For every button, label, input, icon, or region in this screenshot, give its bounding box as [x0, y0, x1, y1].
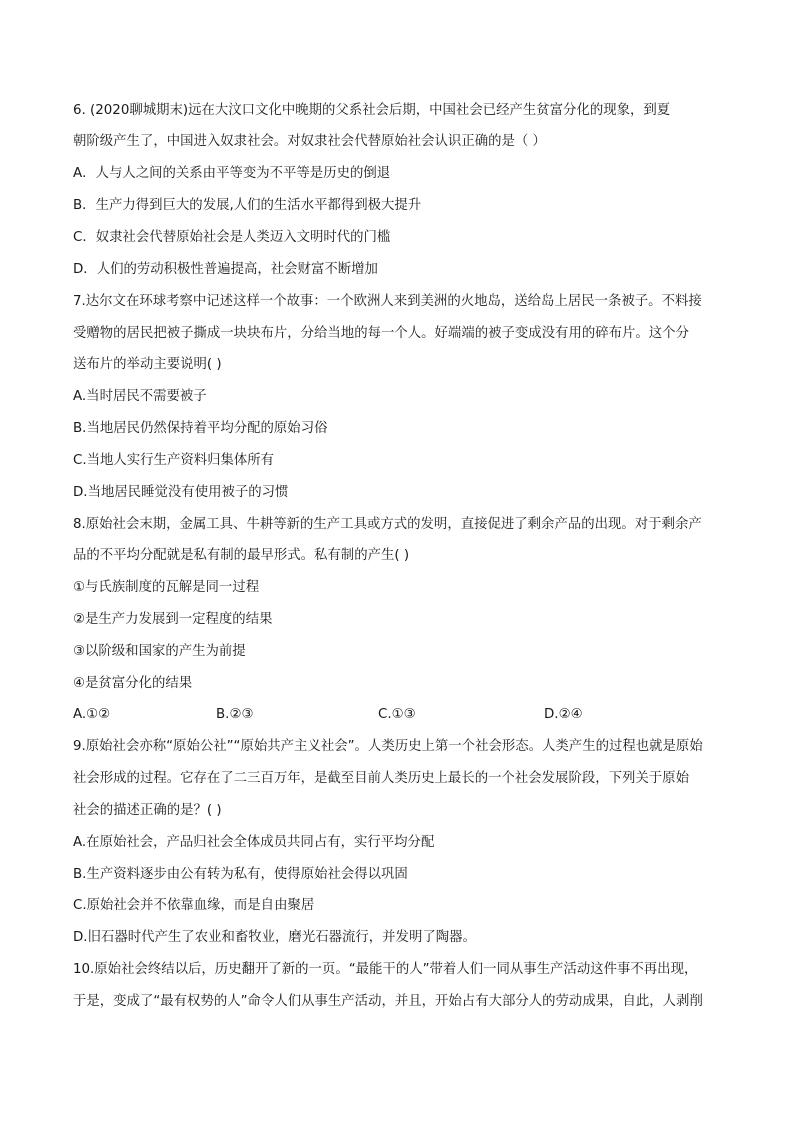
- q8-stem-line1: 8.原始社会末期，金属工具、牛耕等新的生产工具或方式的发明，直接促进了剩余产品的出现。对于剩余产: [73, 517, 702, 532]
- q10-stem-line1: 10.原始社会终结以后，历史翻开了新的一页。“最能干的人”带着人们一同从事生产活动这件事不再出现，: [73, 962, 698, 977]
- q7-option-b: B.当地居民仍然保持着平均分配的原始习俗: [73, 421, 328, 436]
- q8-option-a: A.①②: [73, 707, 111, 722]
- q8-stem-line2: 品的不平均分配就是私有制的最早形式。私有制的产生( ): [73, 548, 410, 563]
- q7-stem-line1: 7.达尔文在环球考察中记述这样一个故事：一个欧洲人来到美洲的火地岛，送给岛上居民一条被子。不料接: [73, 294, 702, 309]
- q7-stem-line2: 受赠物的居民把被子撕成一块块布片，分给当地的每一个人。好端端的被子变成没有用的碎布片。这个分: [73, 326, 689, 341]
- q8-option-b: B.②③: [216, 707, 254, 722]
- q9-option-d: D.旧石器时代产生了农业和畜牧业，磨光石器流行，并发明了陶器。: [73, 930, 476, 945]
- q8-option-c: C.①③: [378, 707, 416, 722]
- q9-option-b: B.生产资料逐步由公有转为私有，使得原始社会得以巩固: [73, 867, 408, 882]
- q8-statement-4: ④是贫富分化的结果: [73, 676, 193, 691]
- q7-stem-line3: 送布片的举动主要说明( ): [73, 357, 222, 372]
- q9-stem-line1: 9.原始社会亦称“原始公社”“原始共产主义社会”。人类历史上第一个社会形态。人类产生的过程也就是原始: [73, 739, 703, 754]
- q6-stem-line1: 6. (2020聊城期末)远在大汶口文化中晚期的父系社会后期，中国社会已经产生贫富分化的现象，到夏: [73, 103, 671, 118]
- q9-stem-line3: 社会的描述正确的是？( ): [73, 803, 222, 818]
- q6-option-b: B．生产力得到巨大的发展,人们的生活水平都得到极大提升: [73, 198, 422, 213]
- q8-statement-2: ②是生产力发展到一定程度的结果: [73, 612, 273, 627]
- q8-statement-1: ①与氏族制度的瓦解是同一过程: [73, 580, 260, 595]
- q7-option-a: A.当时居民不需要被子: [73, 389, 207, 404]
- q6-option-c: C．奴隶社会代替原始社会是人类迈入文明时代的门槛: [73, 230, 391, 245]
- q9-stem-line2: 社会形成的过程。它存在了二三百万年，是截至目前人类历史上最长的一个社会发展阶段，下列关于原始: [73, 771, 689, 786]
- q8-option-d: D.②④: [544, 707, 583, 722]
- q8-options-row: [73, 706, 723, 724]
- q6-option-a: A．人与人之间的关系由平等变为不平等是历史的倒退: [73, 166, 391, 181]
- q7-option-c: C.当地人实行生产资料归集体所有: [73, 453, 275, 468]
- q8-statement-3: ③以阶级和国家的产生为前提: [73, 644, 246, 659]
- q7-option-d: D.当地居民睡觉没有使用被子的习惯: [73, 485, 289, 500]
- q9-option-a: A.在原始社会，产品归社会全体成员共同占有，实行平均分配: [73, 835, 435, 850]
- q6-stem-line2: 朝阶级产生了，中国进入奴隶社会。对奴隶社会代替原始社会认识正确的是（ ）: [73, 134, 546, 149]
- q9-option-c: C.原始社会并不依靠血缘，而是自由聚居: [73, 898, 315, 913]
- q10-stem-line2: 于是，变成了“最有权势的人”命令人们从事生产活动，并且，开始占有大部分人的劳动成果，自此，人剥削: [73, 994, 703, 1009]
- q6-option-d: D．人们的劳动积极性普遍提高，社会财富不断增加: [73, 262, 378, 277]
